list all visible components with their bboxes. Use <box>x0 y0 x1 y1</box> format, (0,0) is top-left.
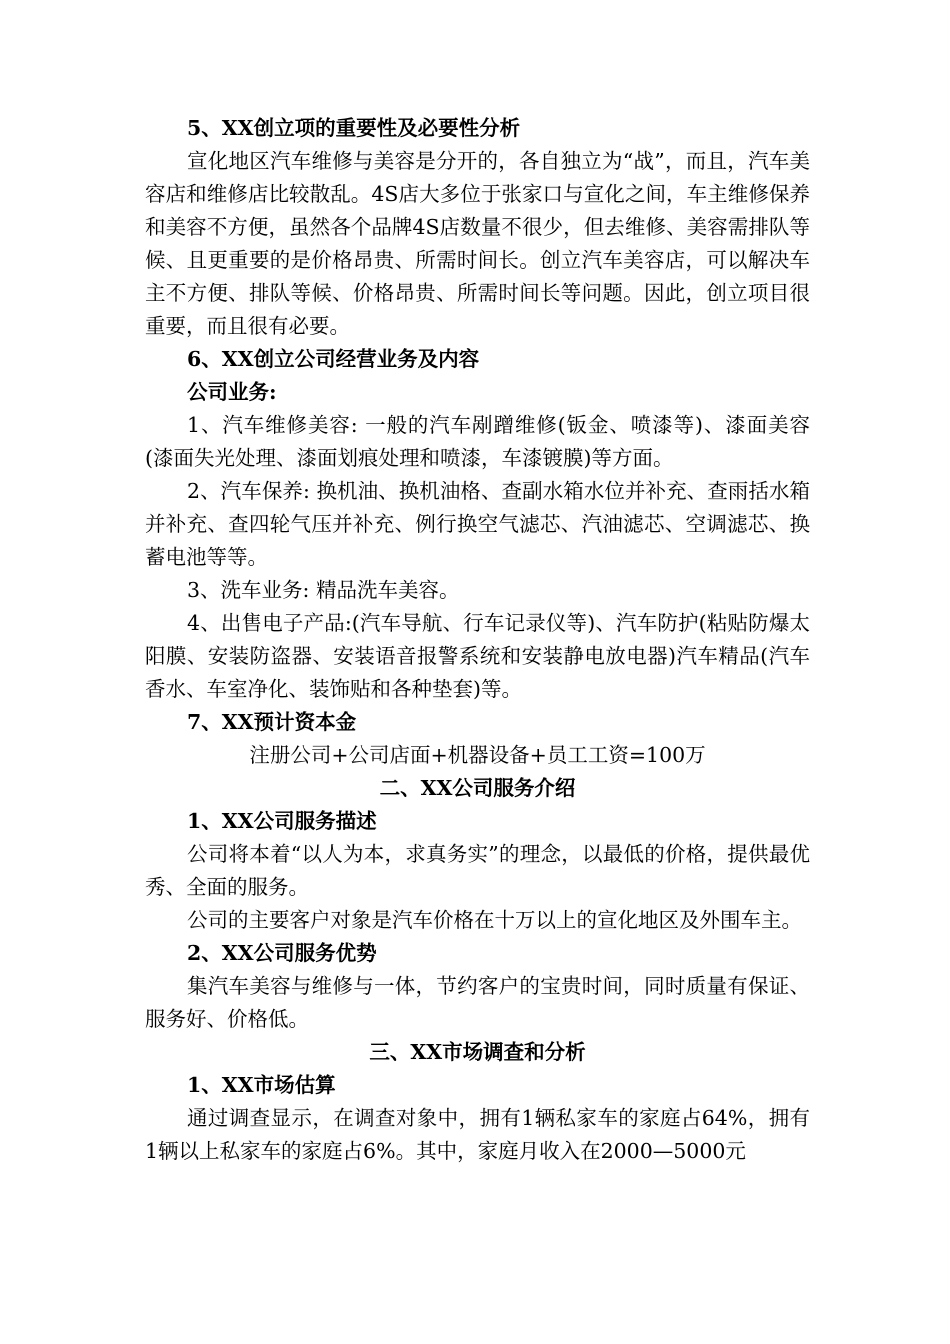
capital-formula: 注册公司+公司店面+机器设备+员工工资=100万 <box>249 743 706 767</box>
section-5-heading: 5、XX创立项的重要性及必要性分析 <box>187 116 521 140</box>
part-3-title: 三、XX市场调查和分析 <box>369 1040 586 1064</box>
service-advantage-heading: 2、XX公司服务优势 <box>187 941 377 965</box>
business-item-1: 1、汽车维修美容: 一般的汽车剐蹭维修(钣金、喷漆等)、漆面美容(漆面失光处理、漆面划痕处理和喷漆，车漆镀膜)等方面。 <box>145 413 810 470</box>
section-5-paragraph: 宣化地区汽车维修与美容是分开的，各自独立为“战”，而且，汽车美容店和维修店比较散乱。4S店大多位于张家口与宣化之间，车主维修保养和美容不方便，虽然各个品牌4S店数量不很少，但去维修、美容需排队等候、且更重要的是价格昂贵、所需时间长。创立汽车美容店，可以解决车主不方便、排队等候、价格昂贵、所需时间长等问题。因此，创立项目很重要，而且很有必要。 <box>145 149 810 338</box>
business-item-2: 2、汽车保养: 换机油、换机油格、查副水箱水位并补充、查雨括水箱并补充、查四轮气压并补充、例行换空气滤芯、汽油滤芯、空调滤芯、换蓄电池等等。 <box>145 479 810 569</box>
market-estimate-para: 通过调查显示，在调查对象中，拥有1辆私家车的家庭占64%，拥有1辆以上私家车的家庭占6%。其中，家庭月收入在2000—5000元 <box>145 1106 810 1163</box>
section-7-heading: 7、XX预计资本金 <box>187 710 357 734</box>
business-label: 公司业务: <box>187 380 277 404</box>
business-item-4: 4、出售电子产品:(汽车导航、行车记录仪等)、汽车防护(粘贴防爆太阳膜、安装防盗器、安装语音报警系统和安装静电放电器)汽车精品(汽车香水、车室净化、装饰贴和各种垫套)等。 <box>145 611 810 701</box>
document-page <box>145 112 810 1168</box>
service-description-para-2: 公司的主要客户对象是汽车价格在十万以上的宣化地区及外围车主。 <box>187 908 802 932</box>
service-advantage-para: 集汽车美容与维修与一体，节约客户的宝贵时间，同时质量有保证、服务好、价格低。 <box>145 974 810 1031</box>
business-item-3: 3、洗车业务: 精品洗车美容。 <box>187 578 460 602</box>
service-description-heading: 1、XX公司服务描述 <box>187 809 377 833</box>
part-2-title: 二、XX公司服务介绍 <box>379 776 576 800</box>
service-description-para-1: 公司将本着“以人为本，求真务实”的理念，以最低的价格，提供最优秀、全面的服务。 <box>145 842 810 899</box>
section-6-heading: 6、XX创立公司经营业务及内容 <box>187 347 480 371</box>
market-estimate-heading: 1、XX市场估算 <box>187 1073 336 1097</box>
